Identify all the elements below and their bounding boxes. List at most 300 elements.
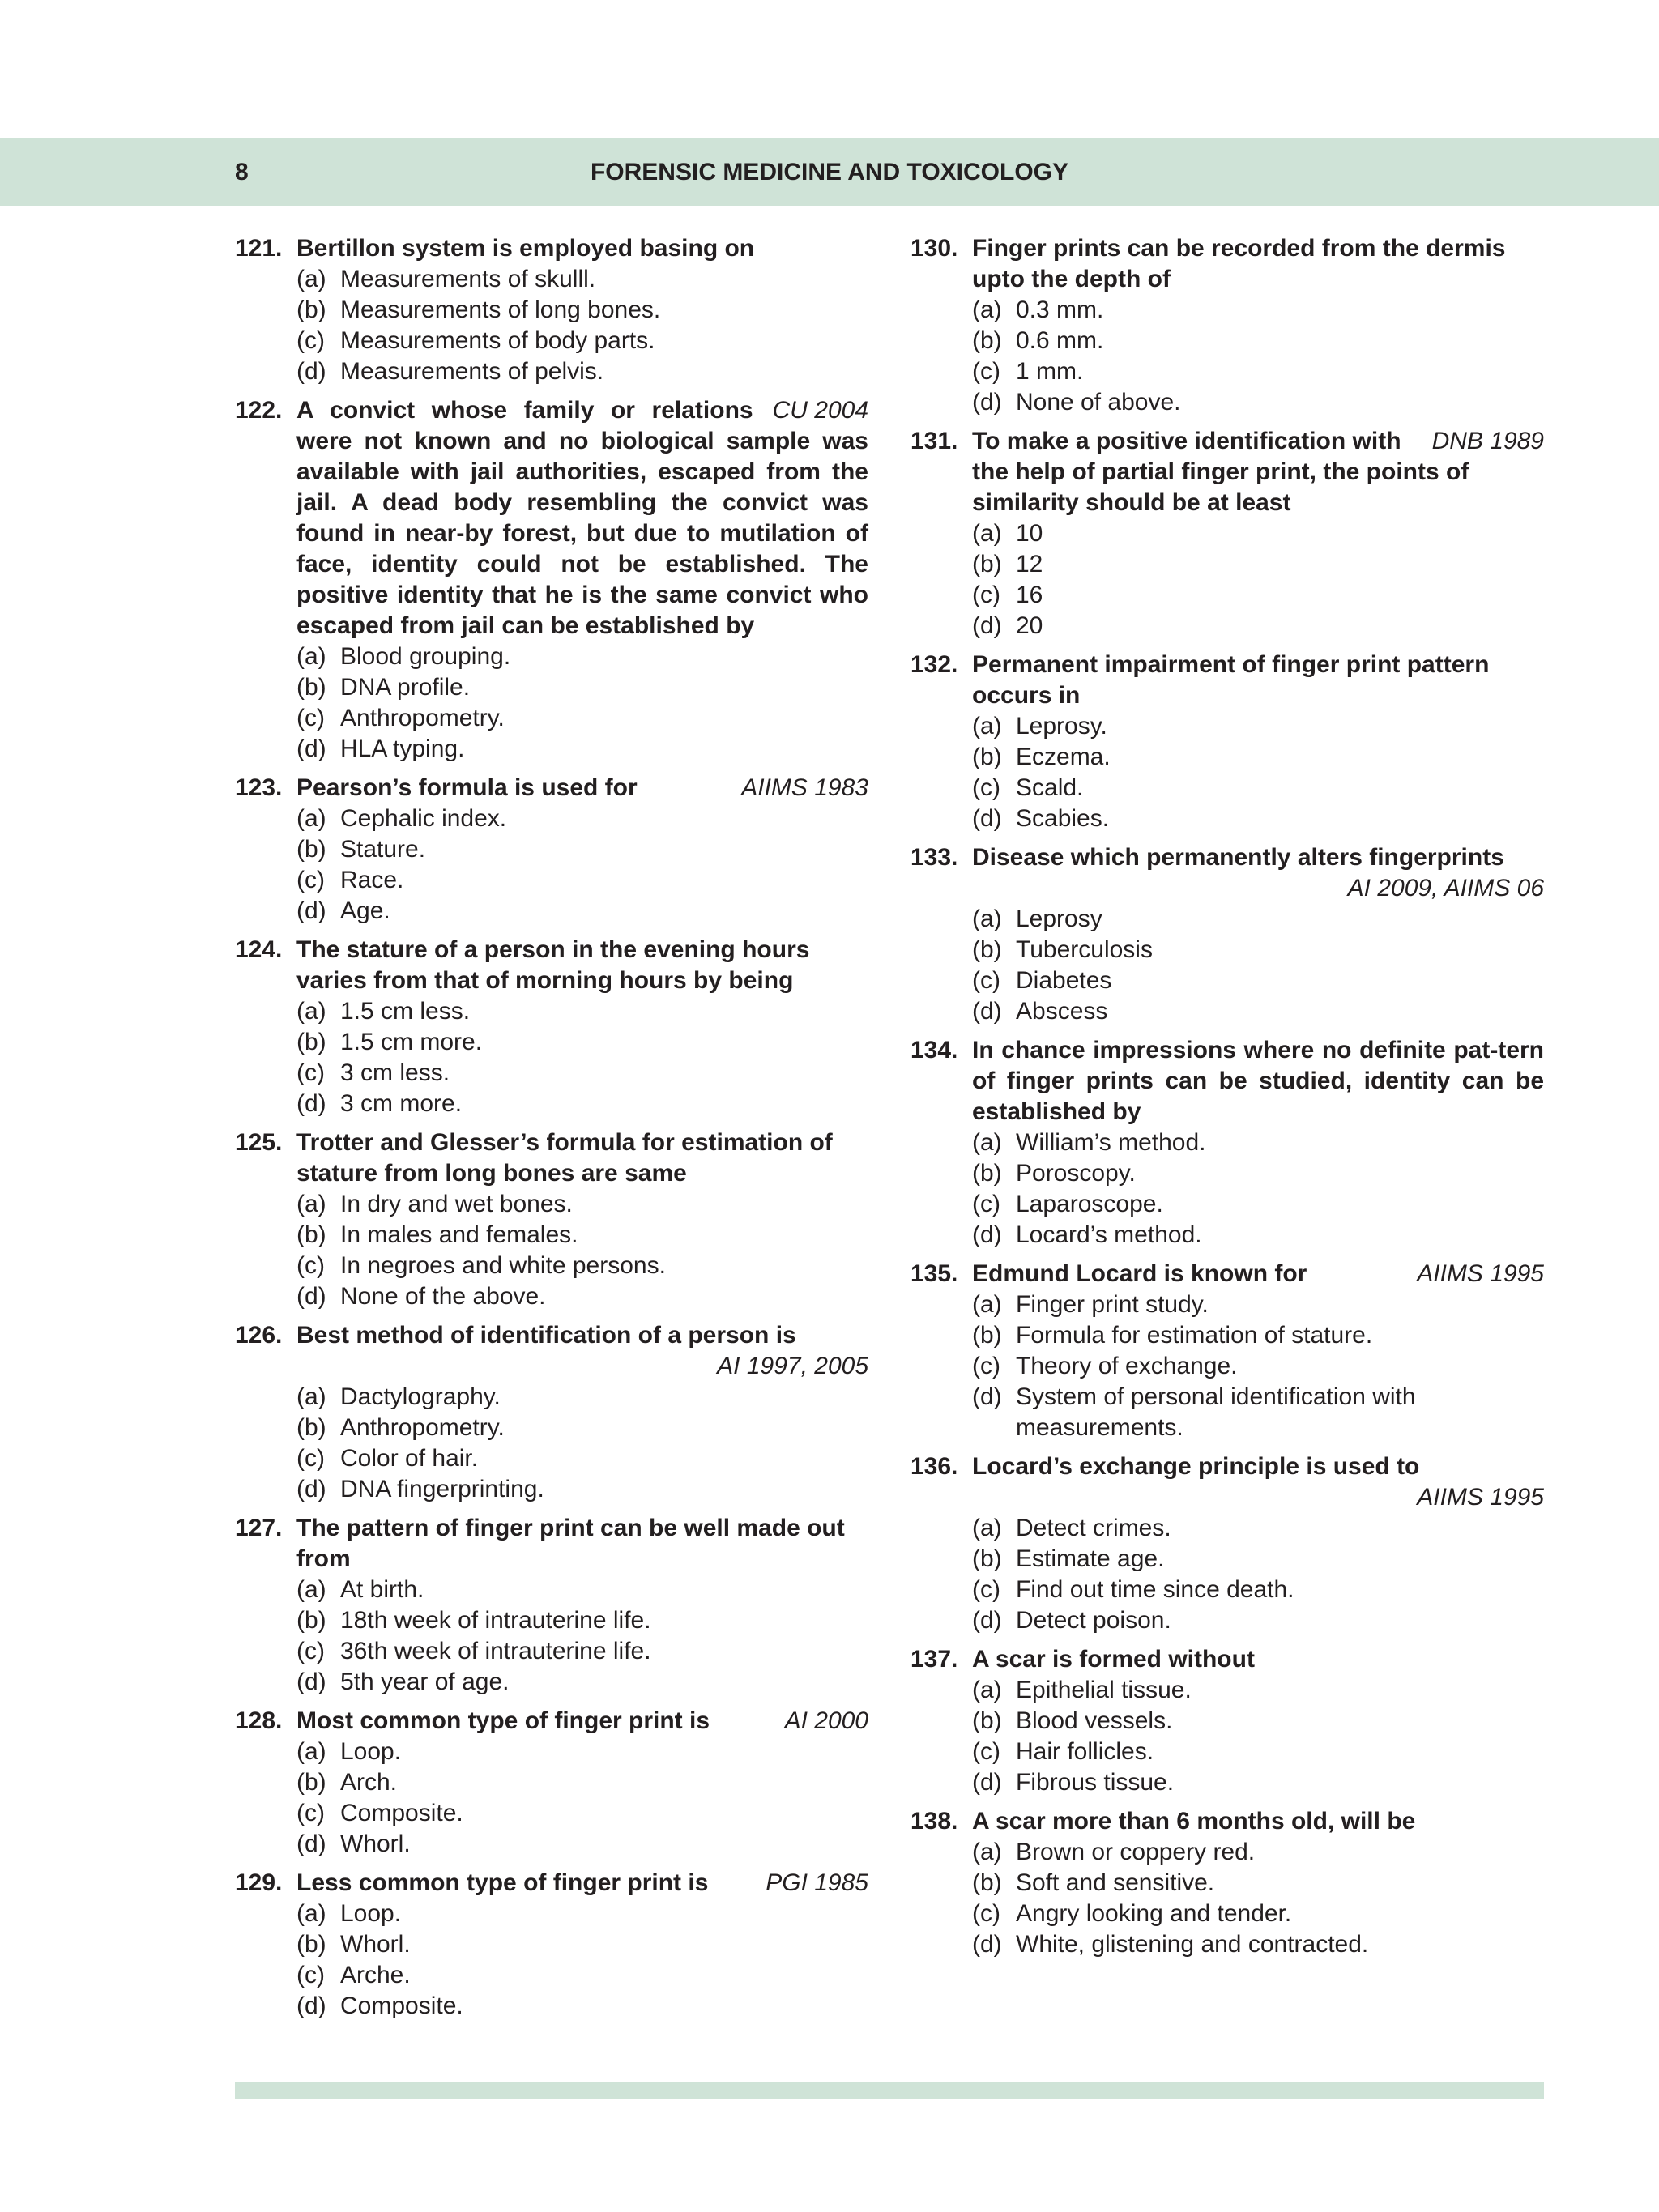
option-label: (c) [296,867,325,893]
answer-option [911,356,1544,387]
question [911,1451,1544,1636]
option-text: Stature. [340,836,426,863]
question-source: AIIMS 1983 [741,774,868,801]
question-number: 124. [235,936,283,963]
option-text: Diabetes [1016,967,1112,994]
question [235,773,868,927]
option-text: 12 [1016,551,1043,578]
option-label: (a) [972,906,1002,932]
option-text: Scabies. [1016,805,1110,832]
question [911,1035,1544,1251]
option-label: (a) [296,643,326,670]
option-text: Tuberculosis [1016,936,1153,963]
answer-option [235,834,868,865]
answer-option [911,1767,1544,1798]
question-stem [235,1706,868,1737]
option-label: (d) [296,1090,326,1117]
answer-option [235,1767,868,1798]
option-text: Measurements of body parts. [340,327,655,354]
option-text: Color of hair. [340,1445,479,1472]
answer-option [235,734,868,765]
option-label: (a) [296,1900,326,1927]
answer-option [911,1605,1544,1636]
option-label: (d) [296,1476,326,1502]
question-text: Locard’s exchange principle is used to [972,1453,1420,1480]
answer-option [235,1798,868,1829]
answer-option [235,1413,868,1443]
option-label: (b) [296,296,326,323]
option-label: (d) [972,998,1002,1025]
answer-option [235,672,868,703]
question-stem [911,1259,1544,1289]
option-text: Blood vessels. [1016,1707,1173,1734]
question-text: Bertillon system is employed basing on [296,235,755,262]
question [911,1259,1544,1443]
question-source: CU 2004 [772,397,868,424]
option-text: Whorl. [340,1831,411,1857]
answer-option [235,1220,868,1251]
question-stem [911,1451,1544,1513]
answer-option [911,518,1544,549]
answer-option [235,1605,868,1636]
question-text: A scar is formed without [972,1646,1255,1673]
answer-option [235,803,868,834]
question-stem [235,935,868,996]
question-stem [911,233,1544,295]
question-source: AIIMS 1995 [1417,1260,1544,1287]
answer-option [235,1189,868,1220]
answer-option [911,611,1544,641]
question-source: AI 2000 [784,1707,868,1734]
option-label: (d) [296,1283,326,1310]
option-label: (d) [296,1669,326,1695]
option-label: (b) [972,936,1002,963]
option-text: Race. [340,867,404,893]
option-text: Epithelial tissue. [1016,1677,1192,1703]
option-text: Soft and sensitive. [1016,1869,1215,1896]
option-text: Eczema. [1016,744,1111,770]
option-label: (c) [296,1962,325,1988]
question-stem [235,773,868,803]
option-label: (b) [972,1707,1002,1734]
option-label: (b) [972,1160,1002,1187]
answer-option [911,1513,1544,1544]
question-number: 132. [911,651,958,678]
option-text: Composite. [340,1800,463,1826]
option-label: (a) [296,266,326,292]
option-label: (d) [972,1607,1002,1634]
option-label: (b) [296,836,326,863]
question [235,395,868,765]
question-stem [235,395,868,641]
answer-option [235,326,868,356]
answer-option [911,326,1544,356]
question [911,842,1544,1027]
option-label: (c) [972,1738,1000,1765]
option-label: (a) [972,1839,1002,1865]
option-label: (a) [296,1576,326,1603]
answer-option [911,803,1544,834]
question-stem [911,1644,1544,1675]
question-source: DNB 1989 [1431,428,1544,454]
option-label: (b) [296,1931,326,1958]
question-text: Edmund Locard is known for [972,1260,1307,1287]
answer-option [911,965,1544,996]
option-label: (b) [972,744,1002,770]
question [235,1320,868,1505]
option-label: (b) [296,674,326,701]
answer-option [235,703,868,734]
option-text: Loop. [340,1900,402,1927]
option-label: (c) [296,1800,325,1826]
question-stem [911,1035,1544,1127]
question [911,233,1544,418]
answer-option [911,1737,1544,1767]
option-label: (b) [972,327,1002,354]
question [911,1806,1544,1960]
answer-option [911,1351,1544,1382]
question-text: Most common type of finger print is [296,1707,710,1734]
option-text: Theory of exchange. [1016,1353,1238,1379]
option-label: (b) [972,1869,1002,1896]
answer-option [235,896,868,927]
question-text: Less common type of finger print is [296,1869,709,1896]
option-text: Find out time since death. [1016,1576,1294,1603]
question [235,1706,868,1860]
option-text: Brown or coppery red. [1016,1839,1256,1865]
option-text: 1.5 cm less. [340,998,471,1025]
question-stem [235,1320,868,1382]
option-text: Measurements of pelvis. [340,358,604,385]
right-column [911,233,1544,1968]
question-number: 126. [235,1322,283,1349]
option-text: At birth. [340,1576,424,1603]
question [911,426,1544,641]
question-text: Pearson’s formula is used for [296,774,638,801]
option-label: (d) [972,1769,1002,1796]
question-stem [911,650,1544,711]
option-text: 10 [1016,520,1043,547]
option-label: (c) [972,967,1000,994]
question-stem [911,842,1544,904]
option-text: Detect crimes. [1016,1515,1171,1541]
option-label: (d) [972,612,1002,639]
option-text: Dactylography. [340,1383,501,1410]
question [911,1644,1544,1798]
option-text: White, glistening and contracted. [1016,1931,1369,1958]
question-number: 135. [911,1260,958,1287]
option-text: Laparoscope. [1016,1191,1163,1217]
question-number: 128. [235,1707,283,1734]
question-number: 122. [235,397,283,424]
answer-option [235,1667,868,1698]
footer-bar [235,2082,1544,2099]
question-source: AI 2009, AIIMS 06 [1347,875,1544,901]
answer-option [911,1127,1544,1158]
option-text: 1 mm. [1016,358,1084,385]
answer-option [911,1837,1544,1868]
option-label: (c) [296,327,325,354]
answer-option [235,641,868,672]
option-text: Scald. [1016,774,1084,801]
answer-option [235,1474,868,1505]
running-title: FORENSIC MEDICINE AND TOXICOLOGY [590,159,1069,185]
answer-option [911,1158,1544,1189]
option-label: (d) [972,805,1002,832]
answer-option [235,264,868,295]
option-label: (c) [296,1252,325,1279]
option-label: (a) [972,1677,1002,1703]
option-label: (a) [972,1129,1002,1156]
question-number: 134. [911,1037,958,1063]
page-number: 8 [235,159,249,185]
option-label: (b) [296,1029,326,1055]
option-label: (c) [296,705,325,731]
question-text: A scar more than 6 months old, will be [972,1808,1416,1835]
option-label: (a) [972,296,1002,323]
answer-option [911,1289,1544,1320]
option-text: 0.3 mm. [1016,296,1104,323]
answer-option [235,1027,868,1058]
answer-option [235,1251,868,1281]
option-text: 3 cm more. [340,1090,463,1117]
answer-option [235,996,868,1027]
answer-option [911,580,1544,611]
question-text: Best method of identification of a person is [296,1322,796,1349]
option-text: Angry looking and tender. [1016,1900,1292,1927]
option-label: (d) [972,1221,1002,1248]
option-text: 36th week of intrauterine life. [340,1638,651,1664]
question [235,935,868,1119]
option-text: Cephalic index. [340,805,507,832]
option-text: None of above. [1016,389,1181,416]
option-label: (c) [972,1900,1000,1927]
option-text: Locard’s method. [1016,1221,1202,1248]
option-label: (a) [296,805,326,832]
option-label: (c) [296,1445,325,1472]
answer-option [911,1675,1544,1706]
question-number: 123. [235,774,283,801]
question-number: 131. [911,428,958,454]
option-label: (b) [972,1322,1002,1349]
option-text: Abscess [1016,998,1108,1025]
option-text: Leprosy [1016,906,1102,932]
question [235,1513,868,1698]
question-text: Trotter and Glesser’s formula for estimation of stature from long bones are same [296,1129,833,1187]
question-text: A convict whose family or relations were not known and no biological sample was available with jail authorities, escaped from the jail. A dead body resembling the convict was found in near-by forest, but due to mutilation of face, identity could not be established. The positive identity that he is the same convict who escaped from jail can be established by [296,397,868,639]
option-text: Hair follicles. [1016,1738,1154,1765]
question-number: 130. [911,235,958,262]
option-text: Blood grouping. [340,643,511,670]
question-stem [235,1868,868,1899]
question-text: Disease which permanently alters fingerprints [972,844,1504,871]
question-number: 127. [235,1515,283,1541]
option-text: HLA typing. [340,735,465,762]
question-stem [911,1806,1544,1837]
answer-option [235,1960,868,1991]
answer-option [911,1220,1544,1251]
option-label: (d) [296,1831,326,1857]
option-label: (d) [972,1931,1002,1958]
question-source: AI 1997, 2005 [717,1353,868,1379]
answer-option [911,773,1544,803]
option-label: (b) [296,1414,326,1441]
option-label: (a) [972,1291,1002,1318]
option-text: Estimate age. [1016,1545,1165,1572]
question-number: 138. [911,1808,958,1835]
answer-option [235,1636,868,1667]
option-label: (a) [972,1515,1002,1541]
question-stem [911,426,1544,518]
answer-option [235,1443,868,1474]
question-source: AIIMS 1995 [1417,1484,1544,1511]
option-text: Finger print study. [1016,1291,1209,1318]
question-text: Finger prints can be recorded from the dermis upto the depth of [972,235,1506,292]
question [235,1868,868,2022]
answer-option [911,1899,1544,1929]
option-label: (a) [972,520,1002,547]
option-label: (b) [972,551,1002,578]
option-text: DNA fingerprinting. [340,1476,544,1502]
answer-option [911,387,1544,418]
answer-option [911,1544,1544,1575]
answer-option [911,1382,1544,1443]
answer-option [911,549,1544,580]
answer-option [911,295,1544,326]
option-label: (d) [296,358,326,385]
answer-option [235,356,868,387]
option-label: (c) [972,1576,1000,1603]
option-label: (a) [296,1191,326,1217]
answer-option [235,1089,868,1119]
answer-option [235,1929,868,1960]
option-text: William’s method. [1016,1129,1206,1156]
option-text: 18th week of intrauterine life. [340,1607,651,1634]
option-label: (c) [972,358,1000,385]
answer-option [911,1868,1544,1899]
question-stem [235,1127,868,1189]
question-number: 137. [911,1646,958,1673]
answer-option [235,1899,868,1929]
option-text: 1.5 cm more. [340,1029,483,1055]
question-number: 129. [235,1869,283,1896]
question-stem [235,233,868,264]
option-text: System of personal identification with measurements. [1016,1383,1416,1441]
option-text: Formula for estimation of stature. [1016,1322,1373,1349]
question-text: In chance impressions where no definite pat-tern of finger prints can be studied, identity can be established by [972,1037,1544,1125]
question [911,650,1544,834]
option-text: 5th year of age. [340,1669,510,1695]
option-label: (c) [296,1638,325,1664]
answer-option [911,1575,1544,1605]
answer-option [235,865,868,896]
answer-option [911,996,1544,1027]
option-label: (d) [972,389,1002,416]
question-text: Permanent impairment of finger print pattern occurs in [972,651,1490,709]
option-text: None of the above. [340,1283,546,1310]
question-stem [235,1513,868,1575]
answer-option [235,1991,868,2022]
option-text: Anthropometry. [340,1414,505,1441]
question-text: To make a positive identification with the help of partial finger print, the points of similarity should be at least [972,428,1469,516]
option-label: (d) [296,1993,326,2019]
option-text: Detect poison. [1016,1607,1171,1634]
option-text: In negroes and white persons. [340,1252,666,1279]
option-text: 20 [1016,612,1043,639]
answer-option [911,1706,1544,1737]
option-label: (c) [296,1059,325,1086]
question-text: The stature of a person in the evening hours varies from that of morning hours by being [296,936,810,994]
answer-option [911,742,1544,773]
option-label: (c) [972,774,1000,801]
option-text: Loop. [340,1738,402,1765]
answer-option [235,1058,868,1089]
option-label: (d) [972,1383,1002,1410]
answer-option [235,1829,868,1860]
option-text: Whorl. [340,1931,411,1958]
question-number: 121. [235,235,283,262]
option-label: (a) [296,998,326,1025]
option-text: 0.6 mm. [1016,327,1104,354]
question [235,1127,868,1312]
option-text: Measurements of skulll. [340,266,596,292]
option-text: Fibrous tissue. [1016,1769,1175,1796]
option-label: (a) [972,713,1002,739]
option-text: In dry and wet bones. [340,1191,573,1217]
option-text: Measurements of long bones. [340,296,661,323]
answer-option [911,935,1544,965]
option-label: (a) [296,1738,326,1765]
left-column [235,233,868,2030]
question [235,233,868,387]
answer-option [911,1320,1544,1351]
answer-option [235,1575,868,1605]
option-text: Arche. [340,1962,411,1988]
option-text: Composite. [340,1993,463,2019]
option-text: Leprosy. [1016,713,1107,739]
answer-option [235,1382,868,1413]
option-text: Anthropometry. [340,705,505,731]
option-label: (b) [296,1607,326,1634]
option-text: 3 cm less. [340,1059,450,1086]
option-text: In males and females. [340,1221,578,1248]
question-text: The pattern of finger print can be well made out from [296,1515,845,1572]
question-number: 136. [911,1453,958,1480]
option-label: (b) [972,1545,1002,1572]
answer-option [235,1737,868,1767]
option-text: Arch. [340,1769,398,1796]
option-text: Poroscopy. [1016,1160,1136,1187]
answer-option [235,1281,868,1312]
option-label: (c) [972,582,1000,608]
answer-option [911,1189,1544,1220]
answer-option [911,904,1544,935]
question-number: 133. [911,844,958,871]
answer-option [235,295,868,326]
question-number: 125. [235,1129,283,1156]
option-label: (c) [972,1353,1000,1379]
option-text: DNA profile. [340,674,471,701]
option-label: (d) [296,735,326,762]
option-label: (c) [972,1191,1000,1217]
option-label: (b) [296,1769,326,1796]
answer-option [911,711,1544,742]
question-source: PGI 1985 [766,1869,868,1896]
option-label: (d) [296,897,326,924]
option-text: Age. [340,897,390,924]
answer-option [911,1929,1544,1960]
option-label: (b) [296,1221,326,1248]
